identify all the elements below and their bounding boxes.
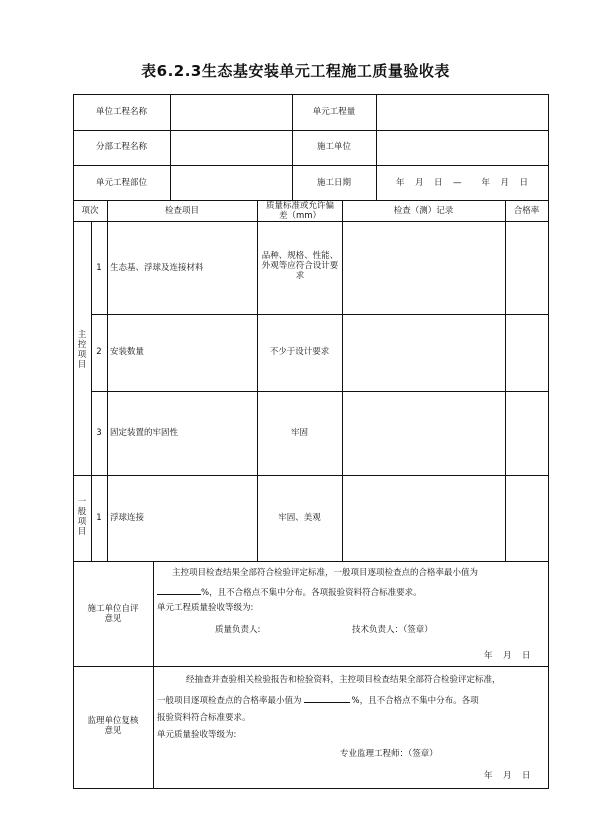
self-eval-quality-person: 质量负责人: (215, 625, 261, 635)
main-item-1-standard: 品种、规格、性能、外观等应符合设计要求 (261, 251, 339, 281)
general-item-1-no: 1 (96, 513, 102, 523)
construction-unit-label: 施工单位 (316, 142, 351, 152)
supervisor-label: 监理单位复核意见 (87, 716, 139, 736)
supervisor-line4: 单元质量验收等级为: (157, 730, 237, 740)
main-item-2-no: 2 (96, 347, 102, 357)
main-item-1-no: 1 (96, 263, 102, 273)
col-pass-rate: 合格率 (513, 206, 540, 216)
main-item-1-name: 生态基、浮球及连接材料 (110, 263, 204, 273)
main-item-2-name: 安装数量 (110, 347, 145, 357)
sub-project-name-label: 分部工程名称 (95, 142, 147, 152)
page-title: 表6.2.3生态基安装单元工程施工质量验收表 (141, 62, 450, 80)
unit-work-quantity-label: 单元工程量 (312, 107, 356, 117)
main-item-2-standard: 不少于设计要求 (269, 347, 330, 357)
unit-project-name-label: 单位工程名称 (95, 107, 147, 117)
supervisor-engineer: 专业监理工程师：（签章） (340, 749, 438, 759)
self-eval-line2: %，且不合格点不集中分布。各项报验资料符合标准要求。 (201, 588, 422, 598)
self-eval-line3: 单元工程质量验收等级为: (157, 603, 254, 613)
main-control-label: 主控项目 (77, 330, 87, 370)
self-eval-line1: 主控项目检查结果全部符合检验评定标准，一般项目逐项检查点的合格率最小值为 (172, 568, 479, 578)
col-check-item: 检查项目 (164, 206, 199, 216)
general-item-1-name: 浮球连接 (110, 513, 145, 523)
self-eval-label: 施工单位自评意见 (87, 604, 139, 624)
self-eval-min-rate-blank (157, 585, 201, 595)
col-item-seq: 项次 (81, 206, 99, 216)
unit-work-location-label: 单元工程部位 (95, 178, 147, 188)
supervisor-line3: 报验资料符合标准要求。 (157, 713, 251, 723)
main-item-3-standard: 牢固 (290, 428, 308, 438)
self-eval-tech-person: 技术负责人：（签章） (352, 625, 433, 635)
self-eval-date: 年 月 日 (484, 651, 532, 661)
date-range: 年 月 日 — 年 月 日 (396, 178, 530, 188)
supervisor-line2a: 一般项目逐项检查点的合格率最小值为 (157, 696, 302, 706)
general-item-1-standard: 牢固、美观 (278, 513, 321, 523)
general-label: 一般项目 (77, 497, 87, 537)
supervisor-min-rate-blank (304, 693, 350, 703)
main-item-3-no: 3 (96, 428, 102, 438)
supervisor-line2b: %，且不合格点不集中分布。各项 (351, 696, 479, 706)
construction-date-label: 施工日期 (316, 178, 351, 188)
col-record: 检查（测）记录 (393, 206, 454, 216)
main-item-3-name: 固定装置的牢固性 (110, 428, 179, 438)
supervisor-line1: 经抽查并查验相关检验报告和检验资料，主控项目检查结果全部符合检验评定标准， (186, 675, 501, 685)
supervisor-date: 年 月 日 (484, 771, 532, 781)
col-standard: 质量标准或允许偏差（mm） (265, 201, 334, 221)
